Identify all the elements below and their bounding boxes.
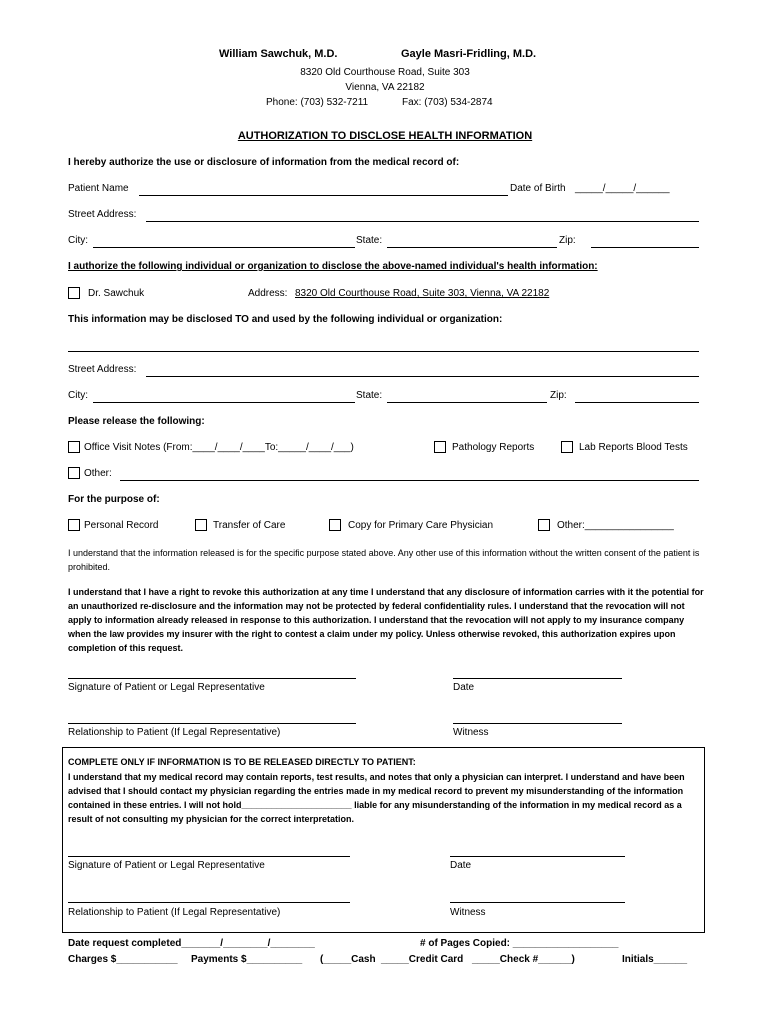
recipient-street-field[interactable] (146, 376, 699, 377)
authorize-heading: I authorize the following individual or organization to disclose the above-named individual's health information: (68, 261, 598, 272)
lab-reports-label: Lab Reports Blood Tests (579, 442, 688, 453)
personal-record-label: Personal Record (84, 520, 159, 531)
office-visit-label: Office Visit Notes (From:____/____/____To:_____/____/___) (84, 442, 354, 453)
date-label-2: Date (450, 860, 472, 871)
relationship-label-1: Relationship to Patient (If Legal Representative) (68, 727, 281, 738)
dob-field[interactable]: _____/_____/______ (575, 183, 670, 194)
zip-field[interactable] (591, 247, 699, 248)
box-text: I understand that my medical record may contain reports, test results, and notes that only a physician can interpret. I understand and have been advised that I should contact my physician regarding the entries made in my medical record to prevent my misunderstanding of the information contained in these entries. I will not hold______________________ liable for any misunderstanding of the information in my medical record as a result of not consulting my physician for the correct interpretation. (68, 772, 685, 824)
transfer-care-label: Transfer of Care (213, 520, 286, 531)
box-heading: COMPLETE ONLY IF INFORMATION IS TO BE RELEASED DIRECTLY TO PATIENT: (68, 757, 416, 767)
form-title: AUTHORIZATION TO DISCLOSE HEALTH INFORMATION (237, 130, 533, 142)
doctor-name-1: William Sawchuk, M.D. (219, 48, 338, 60)
witness-line-1[interactable] (453, 723, 622, 724)
patient-name-field[interactable] (139, 195, 508, 196)
practice-fax: Fax: (703) 534-2874 (402, 97, 493, 108)
date-request-completed[interactable]: Date request completed_______/________/________ (68, 938, 315, 949)
state-label: State: (356, 235, 383, 246)
payments-field[interactable]: Payments $__________ (191, 954, 303, 965)
recipient-state-label: State: (356, 390, 383, 401)
pathology-checkbox[interactable] (434, 441, 446, 453)
discloser-address-value: 8320 Old Courthouse Road, Suite 303, Vienna, VA 22182 (295, 288, 550, 299)
release-other-field[interactable] (120, 480, 699, 481)
personal-record-checkbox[interactable] (68, 519, 80, 531)
purpose-other-label[interactable]: Other:________________ (557, 520, 674, 531)
recipient-city-field[interactable] (93, 402, 355, 403)
recipient-zip-field[interactable] (575, 402, 699, 403)
purpose-other-checkbox[interactable] (538, 519, 550, 531)
witness-label-1: Witness (453, 727, 489, 738)
lab-reports-checkbox[interactable] (561, 441, 573, 453)
practice-city: Vienna, VA 22182 (345, 82, 425, 93)
relationship-label-2: Relationship to Patient (If Legal Representative) (68, 907, 281, 918)
relationship-line-1[interactable] (68, 723, 356, 724)
copy-pcp-label: Copy for Primary Care Physician (348, 520, 494, 531)
cash-option[interactable]: (_____Cash (320, 954, 376, 965)
pathology-label: Pathology Reports (452, 442, 535, 453)
recipient-name-field[interactable] (68, 351, 699, 352)
understand-paragraph-2: I understand that I have a right to revoke this authorization at any time I understand that any disclosure of information carries with it the potential for an unauthorized re-disclosure and the information may not be protected by federal confidentiality rules. I understand that the revocation will not apply to information already released in response to this authorization. I understand that the revocation will not apply to my insurance company when the law provides my insurer with the right to contest a claim under my policy. Unless otherwise revoked, this authorization expires upon completion of this request. (68, 587, 704, 653)
signature-line-2[interactable] (68, 856, 350, 857)
charges-field[interactable]: Charges $___________ (68, 954, 178, 965)
purpose-heading: For the purpose of: (68, 494, 160, 505)
city-field[interactable] (93, 247, 355, 248)
discloser-address-label: Address: (248, 288, 288, 299)
date-line-1[interactable] (453, 678, 622, 679)
practice-phone: Phone: (703) 532-7211 (266, 97, 369, 108)
office-visit-checkbox[interactable] (68, 441, 80, 453)
pages-copied[interactable]: # of Pages Copied: ___________________ (420, 938, 619, 949)
street-address-field[interactable] (146, 221, 699, 222)
doctor-name-2: Gayle Masri-Fridling, M.D. (401, 48, 537, 60)
copy-pcp-checkbox[interactable] (329, 519, 341, 531)
release-other-checkbox[interactable] (68, 467, 80, 479)
patient-name-label: Patient Name (68, 183, 129, 194)
check-option[interactable]: _____Check #______) (472, 954, 575, 965)
witness-label-2: Witness (450, 907, 486, 918)
zip-label: Zip: (559, 235, 576, 246)
recipient-heading: This information may be disclosed TO and used by the following individual or organization: (68, 314, 503, 325)
date-label-1: Date (453, 682, 475, 693)
release-heading: Please release the following: (68, 416, 205, 427)
understand-paragraph-1: I understand that the information released is for the specific purpose stated above. Any other use of this information without the written consent of the patient is prohibited. (68, 548, 700, 572)
credit-card-option[interactable]: _____Credit Card (381, 954, 464, 965)
practice-address: 8320 Old Courthouse Road, Suite 303 (300, 67, 470, 78)
street-address-label: Street Address: (68, 209, 137, 220)
signature-label-1: Signature of Patient or Legal Representative (68, 682, 265, 693)
signature-label-2: Signature of Patient or Legal Representative (68, 860, 265, 871)
recipient-city-label: City: (68, 390, 88, 401)
discloser-name: Dr. Sawchuk (88, 288, 145, 299)
state-field[interactable] (387, 247, 557, 248)
city-label: City: (68, 235, 88, 246)
dob-label: Date of Birth (510, 183, 566, 194)
sawchuk-checkbox[interactable] (68, 287, 80, 299)
relationship-line-2[interactable] (68, 902, 350, 903)
recipient-zip-label: Zip: (550, 390, 567, 401)
witness-line-2[interactable] (450, 902, 625, 903)
transfer-care-checkbox[interactable] (195, 519, 207, 531)
recipient-state-field[interactable] (387, 402, 547, 403)
date-line-2[interactable] (450, 856, 625, 857)
release-other-label: Other: (84, 468, 112, 479)
intro-text: I hereby authorize the use or disclosure of information from the medical record of: (68, 157, 460, 168)
initials-field[interactable]: Initials______ (622, 954, 688, 965)
recipient-street-label: Street Address: (68, 364, 137, 375)
signature-line-1[interactable] (68, 678, 356, 679)
